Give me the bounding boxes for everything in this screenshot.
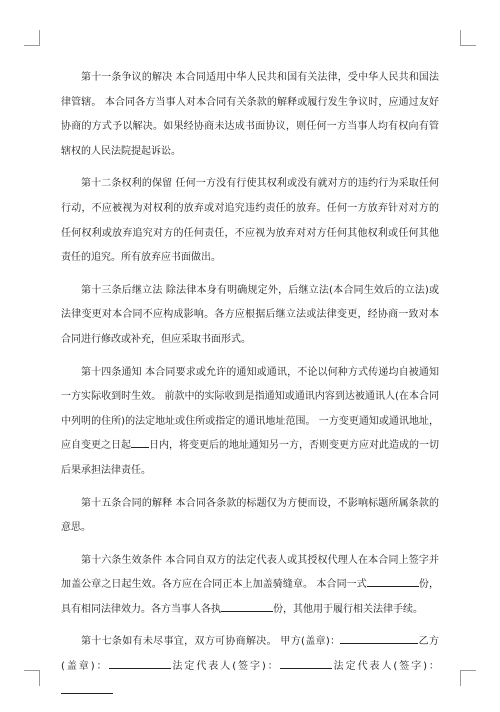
clause-14 — [61, 361, 439, 484]
clause-15-text: 第十五条合同的解释 本合同各条款的标题仅为方便而设，不影响标题所属条款的意思。 — [61, 497, 439, 534]
clause-12-text: 第十二条权利的保留 任何一方没有行使其权利或没有就对方的违约行为采取任何行动，不应被视为对权利的放弃或对追究违约责任的放弃。任何一方放弃针对对方的任何权利或放弃追究对方的任何责任，不应视为放弃对对方任何其他权利或任何其他责任的追究。所有放弃应书面做出。 — [61, 178, 439, 264]
party-a-seal-blank[interactable] — [340, 632, 418, 644]
party-b-seal-blank[interactable] — [109, 657, 171, 669]
crop-mark-top-right — [460, 30, 476, 46]
clause-14-text-before: 第十四条通知 本合同要求或允许的通知或通讯，不论以何种方式传递均自被通知一方实际收到时生效。 前款中的实际收到是指通知或通讯内容到达被通讯人(在本合同中列明的住所)的法定地址或住所或指定的通讯地址范围。 一方变更通知或通讯地址，应自变更之日起 — [61, 366, 439, 452]
clause-17-text-b: 乙方(盖章)： — [61, 636, 439, 673]
clause-16-text-c: 份，其他用于履行相关法律手续。 — [273, 603, 423, 615]
clause-11-text: 第十一条争议的解决 本合同适用中华人民共和国有关法律，受中华人民共和国法律管辖。 本合同各方当事人对本合同有关条款的解释或履行发生争议时，应通过友好协商的方式予以解决。如果经协商未达成书面协议，则任何一方当事人均有权向有管辖权的人民法院提起诉讼。 — [61, 72, 439, 157]
notice-days-blank[interactable] — [131, 436, 149, 448]
crop-mark-bottom-right — [460, 670, 476, 686]
legal-rep-a-signature-blank[interactable] — [280, 657, 332, 669]
clause-11 — [61, 66, 439, 164]
crop-mark-bottom-left — [24, 670, 40, 686]
clause-13-text: 第十三条后继立法 除法律本身有明确规定外，后继立法(本合同生效后的立法)或法律变更对本合同不应构成影响。各方应根据后继立法或法律变更，经协商一致对本合同进行修改或补充，但应采取书面形式。 — [61, 284, 439, 345]
clause-16 — [61, 549, 439, 623]
legal-rep-b-signature-blank[interactable] — [61, 682, 113, 694]
clause-15 — [61, 492, 439, 541]
document-body — [61, 66, 439, 712]
clause-16-text-b: 份，具有相同法律效力。各方当事人各执 — [61, 579, 439, 615]
copies-each-blank[interactable] — [221, 600, 273, 612]
clause-17-text-c: 法定代表人(签字)： — [170, 661, 280, 673]
clause-17-text-a: 第十七条如有未尽事宜，双方可协商解决。 甲方(盖章)： — [81, 636, 341, 648]
clause-16-text-a: 第十六条生效条件 本合同自双方的法定代表人或其授权代理人在本合同上签字并加盖公章之日起生效。各方应在合同正本上加盖骑缝章。 本合同一式 — [61, 554, 439, 591]
clause-12 — [61, 172, 439, 270]
clause-14-text-after: 日内，将变更后的地址通知另一方，否则变更方应对此造成的一切后果承担法律责任。 — [61, 440, 439, 476]
clause-17-text-d: 法定代表人(签字)： — [331, 661, 439, 673]
clause-13 — [61, 279, 439, 353]
clause-17 — [61, 630, 439, 704]
copies-total-blank[interactable] — [367, 575, 419, 587]
crop-mark-top-left — [24, 30, 40, 46]
